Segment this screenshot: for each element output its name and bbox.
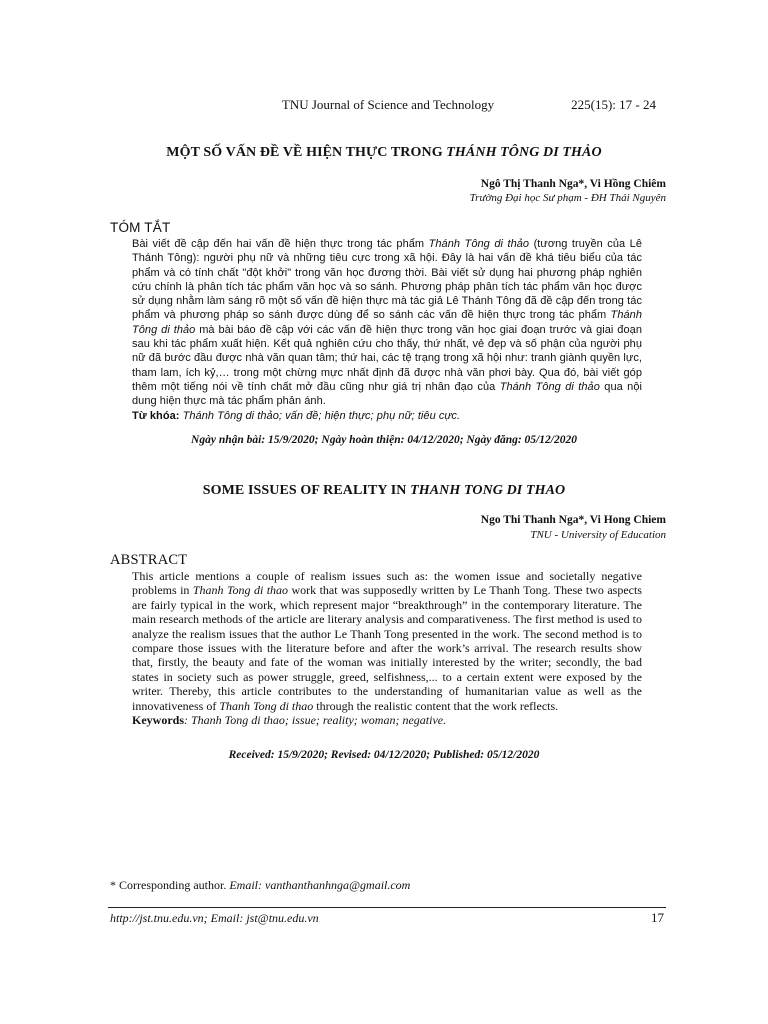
abstract-segment: through the realistic content that the work reflects. (313, 698, 559, 713)
en-abstract-heading: ABSTRACT (110, 552, 188, 568)
footer-links: http://jst.tnu.edu.vn; Email: jst@tnu.edu.vn (110, 911, 319, 925)
en-dates: Received: 15/9/2020; Revised: 04/12/2020; Published: 05/12/2020 (228, 749, 540, 761)
abstract-segment: Thánh Tông di thảo (428, 238, 530, 250)
abstract-segment: Thanh Tong di thao (192, 583, 289, 598)
en-keywords (132, 713, 642, 727)
en-abstract (132, 569, 642, 727)
en-title-main: SOME ISSUES OF REALITY IN (202, 483, 411, 498)
abstract-segment: work that was supposedly written by Le Thanh Tong. These two aspects are fairly typical in the work, which represent major “breakthrough” in the contemporary literature. The main research methods of the article are literary analysis and comparativeness. The first method is used to analyze the realism issues that the author Le Thanh Tong presented in the work. The second method is to compare those issues with the literature before and after the work’s arrival. The research results show that, firstly, the beauty and fate of the woman was initially interested by the writer; secondly, the bad states in society such as power struggle, greed, selfishness,... to a certain extent were exposed by the writer. Thereby, this article contributes to the understanding of humanitarian value as well as the innovativeness of (132, 583, 642, 713)
vi-abstract-heading: TÓM TẮT (110, 220, 171, 235)
en-authors: Ngo Thi Thanh Nga*, Vi Hong Chiem (480, 514, 666, 526)
page-number: 17 (651, 910, 664, 925)
abstract-segment: Thánh Tông di thảo (132, 309, 642, 336)
vi-keywords-label: Từ khóa: (132, 409, 180, 422)
abstract-segment: (tương truyền của Lê Thánh Tông): người phụ nữ và những tiêu cực trong xã hội. Đây là hai vấn đề khá tiêu biểu của tác phẩm và có tính chất "đột khởi" trong văn học đương thời. Bài viết sử dụng hai phương pháp nghiên cứu chính là phân tích tác phẩm văn học và so sánh. Phương pháp phân tích tác phẩm văn học được sử dụng nhằm làm sáng rõ một số vấn đề hiện thực mà tác giả Lê Thánh Tông đã đề cập đến trong tác phẩm và phương pháp so sánh được dùng để so sánh các vấn đề hiện thực trong tác phẩm (132, 238, 642, 322)
abstract-segment: This article mentions a couple of realism issues such as: the women issue and societally negative problems in (132, 569, 642, 598)
footnote-label: * Corresponding author. (110, 878, 230, 892)
en-keywords-label: Keywords (132, 713, 184, 728)
en-affiliation: TNU - University of Education (530, 529, 666, 541)
vi-authors: Ngô Thị Thanh Nga*, Vi Hồng Chiêm (480, 178, 666, 190)
vi-title-main: MỘT SỐ VẤN ĐỀ VỀ HIỆN THỰC TRONG (166, 145, 447, 160)
en-abstract-text (132, 569, 642, 713)
vi-title-italic: THÁNH TÔNG DI THẢO (446, 145, 602, 160)
abstract-segment: mà bài báo đề cập với các vấn đề hiện thực trong văn học giai đoạn trước và giai đoạn sau khi tác phẩm xuất hiện. Kết quả nghiên cứu cho thấy, thứ nhất, vẻ đẹp và số phận của người phụ nữ đã bước đầu được nhà văn quan tâm; thứ hai, các tệ trạng trong xã hội như: tranh giành quyền lực, tham lam, ích kỷ,… trong một chừng mực nhất định đã được nhà văn phơi bày. Qua đó, bài viết góp thêm một tiếng nói về tính chất mở đầu cũng như giá trị nhân đạo của (132, 323, 642, 393)
volume-pages: 225(15): 17 - 24 (571, 97, 656, 112)
corresponding-author-note (110, 878, 410, 893)
vi-title (110, 145, 658, 161)
vi-dates: Ngày nhận bài: 15/9/2020; Ngày hoàn thiện: 04/12/2020; Ngày đăng: 05/12/2020 (191, 434, 577, 446)
vi-abstract-text (132, 238, 642, 407)
en-title-italic: THANH TONG DI THAO (410, 483, 566, 498)
abstract-segment: Thánh Tông di thảo (499, 380, 600, 393)
vi-affiliation: Trường Đại học Sư phạm - ĐH Thái Nguyên (469, 192, 666, 204)
author-email: Email: vanthanthanhnga@gmail.com (229, 878, 411, 892)
abstract-segment: qua nội dung hiện thực mà tác phẩm phản ánh. (132, 380, 643, 408)
vi-keywords (132, 409, 642, 423)
en-keywords-text: : Thanh Tong di thao; issue; reality; woman; negative. (184, 713, 447, 728)
vi-abstract (132, 237, 642, 423)
abstract-segment: Bài viết đề cập đến hai vấn đề hiện thực trong tác phẩm (132, 238, 429, 250)
en-title (110, 483, 658, 499)
footer-divider (108, 907, 666, 908)
abstract-segment: Thanh Tong di thao (219, 698, 314, 713)
journal-name: TNU Journal of Science and Technology (281, 97, 495, 112)
vi-keywords-text: Thánh Tông di thảo; vấn đề; hiện thực; phụ nữ; tiêu cực. (179, 409, 461, 422)
